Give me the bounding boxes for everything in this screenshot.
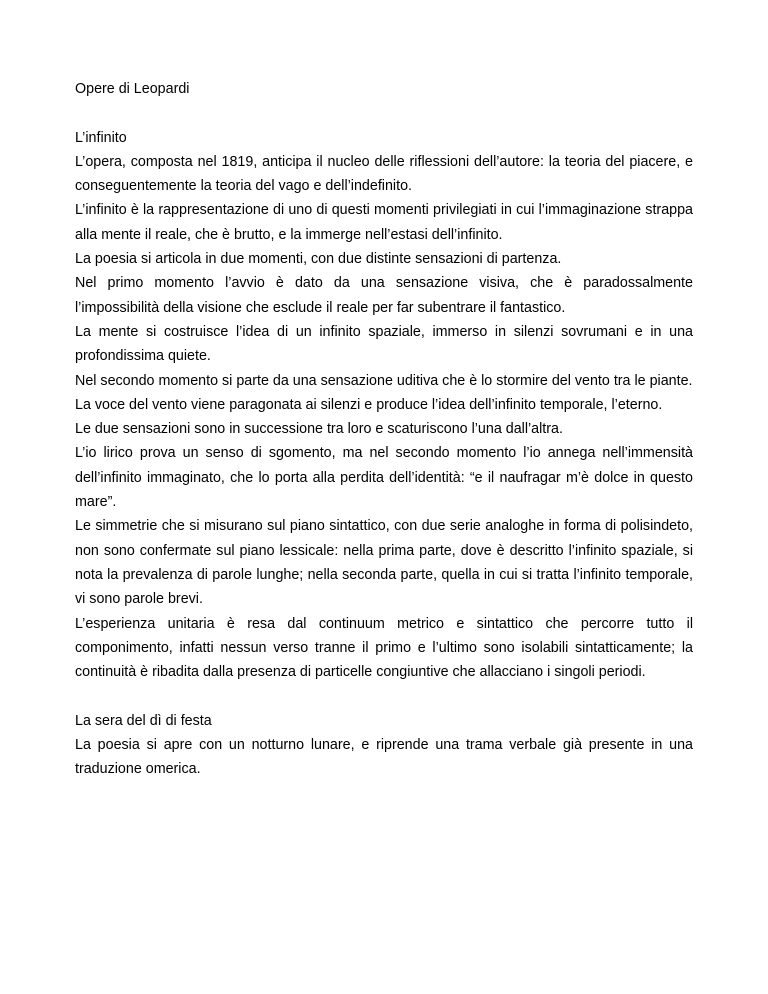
paragraph: La mente si costruisce l’idea di un infinito spaziale, immerso in silenzi sovrumani e in una profondissima quiete. xyxy=(75,323,693,365)
paragraph: La poesia si apre con un notturno lunare, e riprende una trama verbale già presente in una traduzione omerica. xyxy=(75,737,693,778)
paragraph: L’opera, composta nel 1819, anticipa il nucleo delle riflessioni dell’autore: la teoria del piacere, e conseguentemente la teoria del vago e dell’indefinito. xyxy=(75,153,693,195)
section-heading: La sera del dì di festa xyxy=(75,712,212,729)
paragraph: Le due sensazioni sono in successione tra loro e scaturiscono l’una dall’altra. xyxy=(75,421,563,438)
paragraph: Nel secondo momento si parte da una sensazione uditiva che è lo stormire del vento tra le piante. xyxy=(75,372,693,389)
paragraph: La voce del vento viene paragonata ai silenzi e produce l’idea dell’infinito temporale, l’eterno. xyxy=(75,396,663,413)
paragraph: L’io lirico prova un senso di sgomento, ma nel secondo momento l’io annega nell’immensità dell’infinito immaginato, che lo porta alla perdita dell’identità: “e il naufragar m’è dolce in questo mare”. xyxy=(75,445,693,511)
paragraph: L’esperienza unitaria è resa dal continuum metrico e sintattico che percorre tutto il componimento, infatti nessun verso tranne il primo e l’ultimo sono isolabili sintatticamente; la continuità è ribadita dalla presenza di particelle congiuntive che allacciano i singoli periodi. xyxy=(75,615,693,681)
section-sera-festa xyxy=(75,709,693,782)
document-page xyxy=(75,77,693,782)
document-title: Opere di Leopardi xyxy=(75,81,190,97)
paragraph: Le simmetrie che si misurano sul piano sintattico, con due serie analoghe in forma di polisindeto, non sono confermate sul piano lessicale: nella prima parte, dove è descritto l’infinito spaziale, si nota la prevalenza di parole lunghe; nella seconda parte, quella in cui si tratta l’infinito temporale, vi sono parole brevi. xyxy=(75,518,693,608)
paragraph: Nel primo momento l’avvio è dato da una sensazione visiva, che è paradossalmente l’impossibilità della visione che esclude il reale per far subentrare il fantastico. xyxy=(75,275,693,316)
section-heading: L’infinito xyxy=(75,129,127,146)
section-infinito xyxy=(75,126,693,685)
section-spacer xyxy=(75,684,693,708)
paragraph: L’infinito è la rappresentazione di uno di questi momenti privilegiati in cui l’immaginazione strappa alla mente il reale, che è brutto, e la immerge nell’estasi dell’infinito. xyxy=(75,202,693,243)
paragraph: La poesia si articola in due momenti, con due distinte sensazioni di partenza. xyxy=(75,251,562,268)
